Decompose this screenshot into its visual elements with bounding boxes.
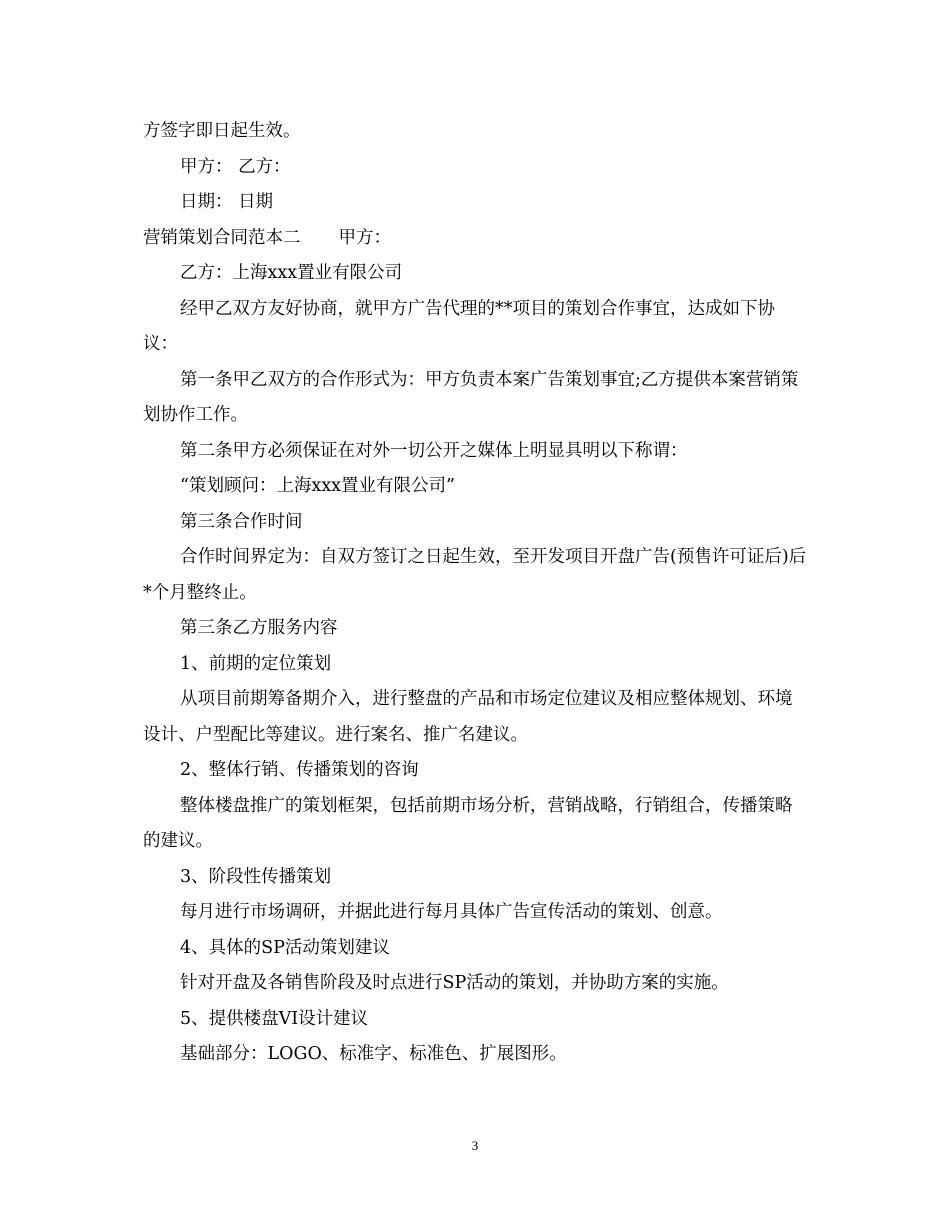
paragraph-dates: 日期： 日期 xyxy=(180,192,274,212)
contract-heading-line xyxy=(143,221,808,257)
paragraph-service-4: 针对开盘及各销售阶段及时点进行SP活动的策划，并协助方案的实施。 xyxy=(180,973,729,993)
paragraph-service-5: 基础部分：LOGO、标准字、标准色、扩展图形。 xyxy=(180,1044,567,1064)
heading-service-1: 1、前期的定位策划 xyxy=(180,653,332,674)
paragraph-preamble: 经甲乙双方友好协商，就甲方广告代理的**项目的策划合作事宜，达成如下协议： xyxy=(143,298,775,354)
heading-article-3-time: 第三条合作时间 xyxy=(180,511,303,532)
heading-article-3-services: 第三条乙方服务内容 xyxy=(180,618,338,638)
paragraph-service-1: 从项目前期筹备期介入，进行整盘的产品和市场定位建议及相应整体规划、环境设计、户型配比等建议。进行案名、推广名建议。 xyxy=(143,689,793,745)
heading-service-2: 2、整体行销、传播策划的咨询 xyxy=(180,760,419,780)
paragraph-credit: “策划顾问：上海xxx置业有限公司” xyxy=(180,476,456,496)
paragraph-effective: 方签字即日起生效。 xyxy=(143,121,301,141)
heading-service-4: 4、具体的SP活动策划建议 xyxy=(180,937,390,958)
party-b-line: 乙方：上海xxx置业有限公司 xyxy=(180,263,403,283)
party-a-label: 甲方： xyxy=(338,227,391,248)
page-number: 3 xyxy=(471,1138,479,1153)
paragraph-cooperation-time: 合作时间界定为：自双方签订之日起生效，至开发项目开盘广告(预售许可证后)后*个月整终止。 xyxy=(143,547,807,603)
paragraph-service-3: 每月进行市场调研，并据此进行每月具体广告宣传活动的策划、创意。 xyxy=(180,902,723,922)
paragraph-service-2: 整体楼盘推广的策划框架，包括前期市场分析，营销战略，行销组合，传播策略的建议。 xyxy=(143,795,793,851)
paragraph-signatures: 甲方： 乙方： xyxy=(180,156,291,177)
heading-service-3: 3、阶段性传播策划 xyxy=(180,866,332,887)
paragraph-article-2: 第二条甲方必须保证在对外一切公开之媒体上明显具明以下称谓： xyxy=(180,440,688,461)
contract-title: 营销策划合同范本二 xyxy=(143,227,301,248)
paragraph-article-1: 第一条甲乙双方的合作形式为：甲方负责本案广告策划事宜;乙方提供本案营销策划协作工作。 xyxy=(143,369,799,425)
document-body xyxy=(143,114,808,1073)
heading-service-5: 5、提供楼盘VI设计建议 xyxy=(180,1008,369,1029)
